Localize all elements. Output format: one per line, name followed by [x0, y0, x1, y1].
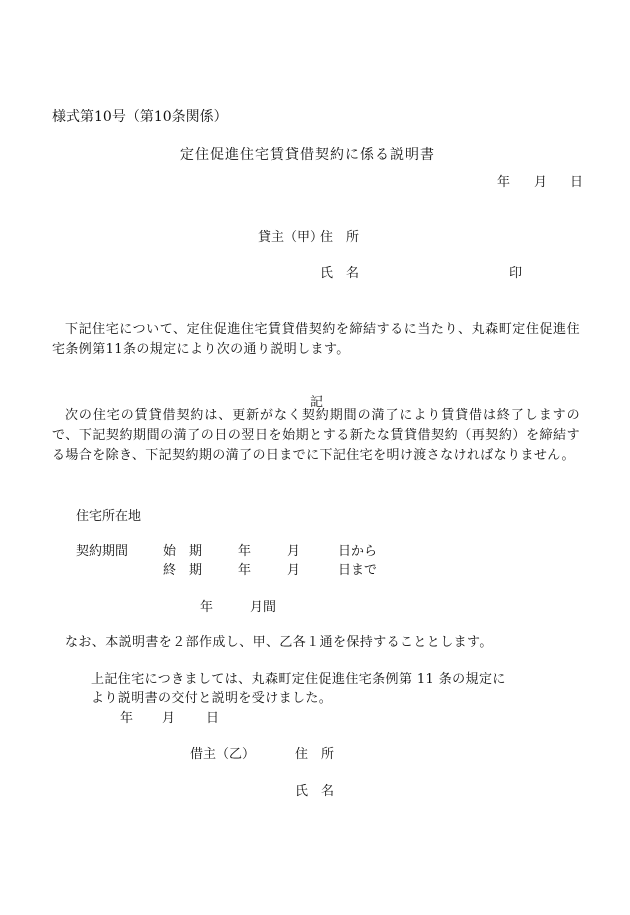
- duration-months: 月間: [250, 600, 277, 615]
- ack-line-2: より説明書の交付と説明を受けました。: [91, 691, 333, 706]
- ack-date-year: 年: [120, 711, 134, 726]
- lessor-seal: 印: [509, 266, 523, 281]
- lessor-address-label: 住 所: [320, 230, 360, 245]
- date-day: 日: [570, 175, 584, 190]
- house-location-label: 住宅所在地: [76, 509, 142, 524]
- page-title: 定住促進住宅賃貸借契約に係る説明書: [180, 147, 435, 163]
- intro-paragraph: 下記住宅について、定住促進住宅賃貸借契約を締結するに当たり、丸森町定住促進住宅条例第11条の規定により次の通り説明します。: [52, 322, 580, 357]
- contract-start-year: 年: [238, 544, 252, 559]
- contract-start-month: 月: [287, 544, 301, 559]
- contract-period-label: 契約期間: [76, 544, 129, 559]
- date-year: 年: [497, 175, 511, 190]
- note-paragraph: なお、本説明書を２部作成し、甲、乙各１通を保持することとします。: [65, 635, 493, 650]
- lessor-name-label: 氏 名: [320, 266, 360, 281]
- form-number: 様式第10号（第10条関係）: [52, 109, 228, 125]
- contract-end-year: 年: [238, 563, 252, 578]
- ack-date-day: 日: [206, 711, 220, 726]
- contract-end-until: 日まで: [338, 563, 378, 578]
- contract-end-month: 月: [287, 563, 301, 578]
- ki-heading: 記: [310, 395, 324, 410]
- contract-start-label: 始 期: [163, 544, 203, 559]
- ack-date-month: 月: [162, 711, 176, 726]
- contract-end-label: 終 期: [163, 563, 203, 578]
- date-month: 月: [534, 175, 548, 190]
- body-paragraph: 次の住宅の賃貸借契約は、更新がなく契約期間の満了により賃貸借は終了しますので、下記契約期間の満了の日の翌日を始期とする新たな賃貸借契約（再契約）を締結する場合を除き、下記契約期の満了の日までに下記住宅を明け渡さなければなりません。: [52, 408, 580, 463]
- lessor-label: 貸主（甲）: [258, 230, 324, 245]
- ack-line-1: 上記住宅につきましては、丸森町定住促進住宅条例第 11 条の規定に: [91, 672, 506, 687]
- duration-year: 年: [200, 600, 214, 615]
- contract-start-from: 日から: [338, 544, 378, 559]
- lessee-label: 借主（乙）: [190, 747, 256, 762]
- lessee-address-label: 住 所: [295, 747, 335, 762]
- lessee-name-label: 氏 名: [295, 784, 335, 799]
